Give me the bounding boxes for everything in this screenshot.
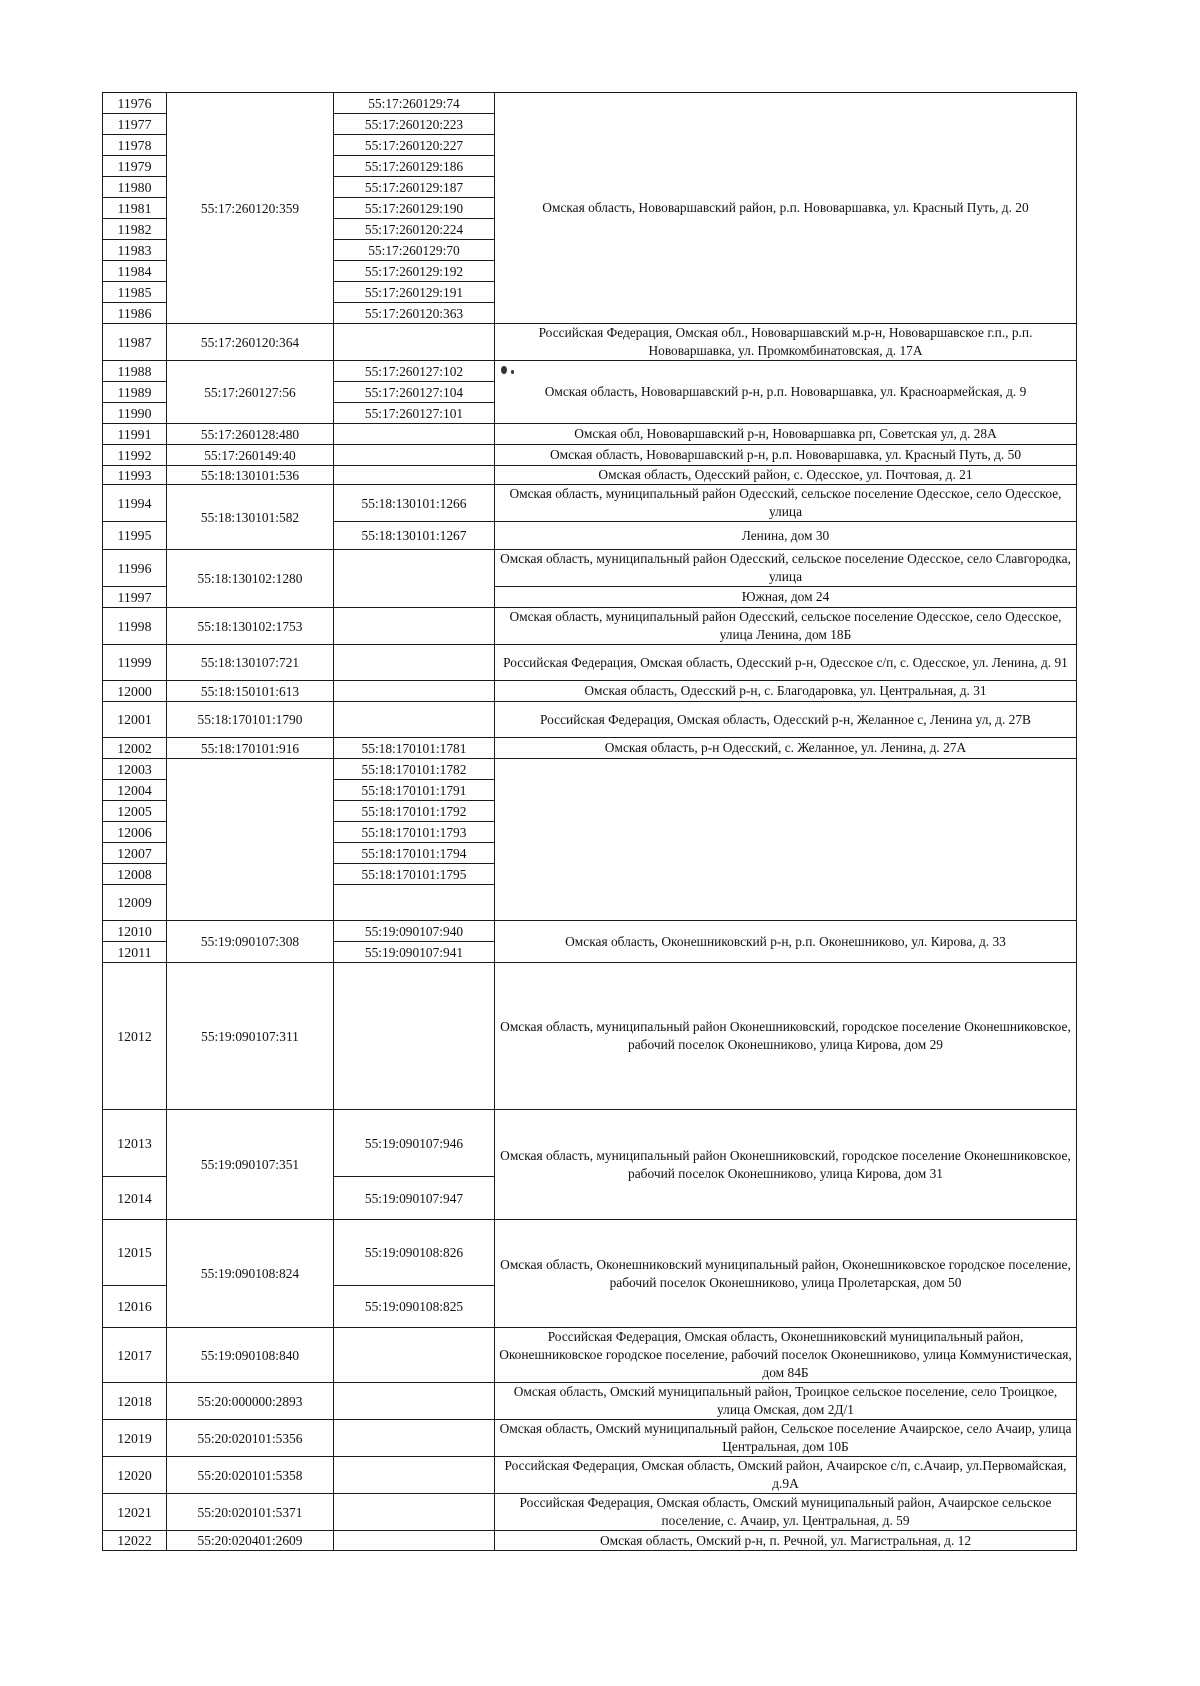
row-number-cell: 11996 bbox=[103, 550, 167, 587]
table-row bbox=[103, 1383, 1077, 1420]
table-row bbox=[103, 1420, 1077, 1457]
object-cadastral-number-cell bbox=[334, 324, 495, 361]
row-number-cell: 12021 bbox=[103, 1494, 167, 1531]
row-number-cell: 11977 bbox=[103, 114, 167, 135]
object-cadastral-number-cell: 55:17:260129:186 bbox=[334, 156, 495, 177]
table-row bbox=[103, 645, 1077, 681]
address-cell: Омская область, р-н Одесский, с. Желанное, ул. Ленина, д. 27А bbox=[495, 738, 1077, 759]
table-row bbox=[103, 963, 1077, 1110]
object-cadastral-number-cell: 55:17:260129:190 bbox=[334, 198, 495, 219]
row-number-cell: 11987 bbox=[103, 324, 167, 361]
address-cell: Омская область, муниципальный район Одесский, сельское поселение Одесское, село Одесское, улица Ленина, дом 18Б bbox=[495, 608, 1077, 645]
cadastral-number-cell: 55:19:090108:824 bbox=[167, 1220, 334, 1328]
table-row bbox=[103, 485, 1077, 522]
object-cadastral-number-cell bbox=[334, 1420, 495, 1457]
object-cadastral-number-cell: 55:18:170101:1794 bbox=[334, 843, 495, 864]
row-number-cell: 11990 bbox=[103, 403, 167, 424]
object-cadastral-number-cell bbox=[334, 424, 495, 445]
cadastral-number-cell: 55:17:260120:364 bbox=[167, 324, 334, 361]
object-cadastral-number-cell: 55:19:090107:947 bbox=[334, 1177, 495, 1220]
object-cadastral-number-cell: 55:17:260120:224 bbox=[334, 219, 495, 240]
row-number-cell: 11986 bbox=[103, 303, 167, 324]
row-number-cell: 12008 bbox=[103, 864, 167, 885]
table-row bbox=[103, 1220, 1077, 1286]
address-cell: Российская Федерация, Омская область, Одесский р-н, Одесское с/п, с. Одесское, ул. Ленина, д. 91 bbox=[495, 645, 1077, 681]
cadastral-number-cell bbox=[167, 759, 334, 921]
object-cadastral-number-cell bbox=[334, 1457, 495, 1494]
row-number-cell: 11993 bbox=[103, 466, 167, 485]
address-cell: Омская область, Омский муниципальный район, Троицкое сельское поселение, село Троицкое, улица Омская, дом 2Д/1 bbox=[495, 1383, 1077, 1420]
cadastral-number-cell: 55:20:020101:5356 bbox=[167, 1420, 334, 1457]
address-cell: Российская Федерация, Омская область, Одесский р-н, Желанное с, Ленина ул, д. 27В bbox=[495, 702, 1077, 738]
object-cadastral-number-cell bbox=[334, 681, 495, 702]
table-row bbox=[103, 608, 1077, 645]
table-row bbox=[103, 93, 1077, 114]
object-cadastral-number-cell bbox=[334, 445, 495, 466]
row-number-cell: 12019 bbox=[103, 1420, 167, 1457]
address-cell: Омская область, Оконешниковский муниципальный район, Оконешниковское городское поселение, рабочий поселок Оконешниково, улица Пролетарская, дом 50 bbox=[495, 1220, 1077, 1328]
cadastral-number-cell: 55:18:170101:916 bbox=[167, 738, 334, 759]
row-number-cell: 12009 bbox=[103, 885, 167, 921]
address-cell: Омская область, Нововаршавский район, р.п. Нововаршавка, ул. Красный Путь, д. 20 bbox=[495, 93, 1077, 324]
object-cadastral-number-cell: 55:17:260129:74 bbox=[334, 93, 495, 114]
row-number-cell: 12004 bbox=[103, 780, 167, 801]
table-row bbox=[103, 550, 1077, 587]
row-number-cell: 11989 bbox=[103, 382, 167, 403]
object-cadastral-number-cell: 55:17:260120:363 bbox=[334, 303, 495, 324]
object-cadastral-number-cell bbox=[334, 963, 495, 1110]
row-number-cell: 12001 bbox=[103, 702, 167, 738]
object-cadastral-number-cell bbox=[334, 702, 495, 738]
row-number-cell: 12000 bbox=[103, 681, 167, 702]
row-number-cell: 12016 bbox=[103, 1286, 167, 1328]
cadastral-number-cell: 55:20:000000:2893 bbox=[167, 1383, 334, 1420]
property-registry-table bbox=[102, 92, 1077, 1551]
row-number-cell: 11995 bbox=[103, 522, 167, 550]
object-cadastral-number-cell: 55:18:170101:1792 bbox=[334, 801, 495, 822]
row-number-cell: 11998 bbox=[103, 608, 167, 645]
scan-speck bbox=[511, 370, 514, 374]
object-cadastral-number-cell: 55:17:260127:102 bbox=[334, 361, 495, 382]
row-number-cell: 11983 bbox=[103, 240, 167, 261]
row-number-cell: 11988 bbox=[103, 361, 167, 382]
row-number-cell: 12015 bbox=[103, 1220, 167, 1286]
row-number-cell: 12005 bbox=[103, 801, 167, 822]
cadastral-number-cell: 55:18:130107:721 bbox=[167, 645, 334, 681]
object-cadastral-number-cell: 55:17:260120:223 bbox=[334, 114, 495, 135]
address-cell bbox=[495, 759, 1077, 921]
object-cadastral-number-cell: 55:17:260120:227 bbox=[334, 135, 495, 156]
row-number-cell: 11991 bbox=[103, 424, 167, 445]
row-number-cell: 11981 bbox=[103, 198, 167, 219]
object-cadastral-number-cell: 55:19:090108:826 bbox=[334, 1220, 495, 1286]
object-cadastral-number-cell: 55:18:170101:1782 bbox=[334, 759, 495, 780]
address-cell: Омская область, муниципальный район Одесский, сельское поселение Одесское, село Одесское, улица bbox=[495, 485, 1077, 522]
object-cadastral-number-cell: 55:19:090107:941 bbox=[334, 942, 495, 963]
address-cell: Омская область, муниципальный район Одесский, сельское поселение Одесское, село Славгородка, улица bbox=[495, 550, 1077, 587]
object-cadastral-number-cell bbox=[334, 550, 495, 608]
object-cadastral-number-cell: 55:17:260129:191 bbox=[334, 282, 495, 303]
cadastral-number-cell: 55:18:130102:1280 bbox=[167, 550, 334, 608]
object-cadastral-number-cell bbox=[334, 1494, 495, 1531]
object-cadastral-number-cell: 55:18:130101:1267 bbox=[334, 522, 495, 550]
cadastral-number-cell: 55:19:090108:840 bbox=[167, 1328, 334, 1383]
address-cell: Омская область, муниципальный район Оконешниковский, городское поселение Оконешниковское, рабочий поселок Оконешниково, улица Кирова, дом 29 bbox=[495, 963, 1077, 1110]
cadastral-number-cell: 55:18:130102:1753 bbox=[167, 608, 334, 645]
object-cadastral-number-cell: 55:17:260127:104 bbox=[334, 382, 495, 403]
object-cadastral-number-cell: 55:19:090107:940 bbox=[334, 921, 495, 942]
object-cadastral-number-cell: 55:17:260129:70 bbox=[334, 240, 495, 261]
row-number-cell: 11984 bbox=[103, 261, 167, 282]
table-row bbox=[103, 759, 1077, 780]
cadastral-number-cell: 55:17:260127:56 bbox=[167, 361, 334, 424]
table-row bbox=[103, 1110, 1077, 1177]
object-cadastral-number-cell bbox=[334, 466, 495, 485]
object-cadastral-number-cell: 55:18:170101:1781 bbox=[334, 738, 495, 759]
table-row bbox=[103, 738, 1077, 759]
row-number-cell: 12010 bbox=[103, 921, 167, 942]
row-number-cell: 11979 bbox=[103, 156, 167, 177]
table-row bbox=[103, 921, 1077, 942]
object-cadastral-number-cell bbox=[334, 1383, 495, 1420]
table-row bbox=[103, 466, 1077, 485]
row-number-cell: 12020 bbox=[103, 1457, 167, 1494]
row-number-cell: 12011 bbox=[103, 942, 167, 963]
object-cadastral-number-cell bbox=[334, 885, 495, 921]
table-row bbox=[103, 361, 1077, 382]
row-number-cell: 11982 bbox=[103, 219, 167, 240]
address-cell: Омская область, Нововаршавский р-н, р.п. Нововаршавка, ул. Красный Путь, д. 50 bbox=[495, 445, 1077, 466]
object-cadastral-number-cell: 55:19:090108:825 bbox=[334, 1286, 495, 1328]
cadastral-number-cell: 55:17:260128:480 bbox=[167, 424, 334, 445]
address-cell: Омская область, Оконешниковский р-н, р.п. Оконешниково, ул. Кирова, д. 33 bbox=[495, 921, 1077, 963]
object-cadastral-number-cell: 55:17:260129:192 bbox=[334, 261, 495, 282]
cadastral-number-cell: 55:19:090107:311 bbox=[167, 963, 334, 1110]
table-row bbox=[103, 424, 1077, 445]
cadastral-number-cell: 55:19:090107:308 bbox=[167, 921, 334, 963]
object-cadastral-number-cell bbox=[334, 1328, 495, 1383]
table-row bbox=[103, 702, 1077, 738]
row-number-cell: 12012 bbox=[103, 963, 167, 1110]
row-number-cell: 11985 bbox=[103, 282, 167, 303]
cadastral-number-cell: 55:18:150101:613 bbox=[167, 681, 334, 702]
cadastral-number-cell: 55:18:130101:536 bbox=[167, 466, 334, 485]
cadastral-number-cell: 55:18:170101:1790 bbox=[167, 702, 334, 738]
row-number-cell: 12003 bbox=[103, 759, 167, 780]
row-number-cell: 12014 bbox=[103, 1177, 167, 1220]
address-cell: Омская область, Омский муниципальный район, Сельское поселение Ачаирское, село Ачаир, улица Центральная, дом 10Б bbox=[495, 1420, 1077, 1457]
address-cell: Российская Федерация, Омская область, Оконешниковский муниципальный район, Оконешниковское городское поселение, рабочий поселок Оконешниково, улица Коммунистическая, дом 84Б bbox=[495, 1328, 1077, 1383]
address-cell: Омская область, Омский р-н, п. Речной, ул. Магистральная, д. 12 bbox=[495, 1531, 1077, 1551]
address-cell: Российская Федерация, Омская обл., Нововаршавский м.р-н, Нововаршавское г.п., р.п. Нововаршавка, ул. Промкомбинатовская, д. 17А bbox=[495, 324, 1077, 361]
row-number-cell: 12017 bbox=[103, 1328, 167, 1383]
object-cadastral-number-cell: 55:18:170101:1791 bbox=[334, 780, 495, 801]
object-cadastral-number-cell: 55:17:260129:187 bbox=[334, 177, 495, 198]
object-cadastral-number-cell: 55:18:170101:1795 bbox=[334, 864, 495, 885]
cadastral-number-cell: 55:20:020101:5358 bbox=[167, 1457, 334, 1494]
cadastral-number-cell: 55:17:260120:359 bbox=[167, 93, 334, 324]
scan-speck bbox=[501, 366, 507, 374]
row-number-cell: 12006 bbox=[103, 822, 167, 843]
row-number-cell: 11976 bbox=[103, 93, 167, 114]
object-cadastral-number-cell: 55:18:130101:1266 bbox=[334, 485, 495, 522]
row-number-cell: 11992 bbox=[103, 445, 167, 466]
table-row bbox=[103, 1457, 1077, 1494]
address-cell: Ленина, дом 30 bbox=[495, 522, 1077, 550]
cadastral-number-cell: 55:20:020101:5371 bbox=[167, 1494, 334, 1531]
cadastral-number-cell: 55:17:260149:40 bbox=[167, 445, 334, 466]
cadastral-number-cell: 55:18:130101:582 bbox=[167, 485, 334, 550]
row-number-cell: 12018 bbox=[103, 1383, 167, 1420]
address-cell: Омская область, Одесский район, с. Одесское, ул. Почтовая, д. 21 bbox=[495, 466, 1077, 485]
row-number-cell: 11999 bbox=[103, 645, 167, 681]
cadastral-number-cell: 55:19:090107:351 bbox=[167, 1110, 334, 1220]
table-row bbox=[103, 324, 1077, 361]
address-cell: Омская область, Нововаршавский р-н, р.п. Нововаршавка, ул. Красноармейская, д. 9 bbox=[495, 361, 1077, 424]
table-row bbox=[103, 681, 1077, 702]
row-number-cell: 12007 bbox=[103, 843, 167, 864]
address-cell: Южная, дом 24 bbox=[495, 587, 1077, 608]
object-cadastral-number-cell bbox=[334, 645, 495, 681]
address-cell: Российская Федерация, Омская область, Омский район, Ачаирское с/п, с.Ачаир, ул.Первомайская, д.9А bbox=[495, 1457, 1077, 1494]
row-number-cell: 11997 bbox=[103, 587, 167, 608]
table-row bbox=[103, 445, 1077, 466]
address-cell: Омская область, Одесский р-н, с. Благодаровка, ул. Центральная, д. 31 bbox=[495, 681, 1077, 702]
row-number-cell: 11994 bbox=[103, 485, 167, 522]
object-cadastral-number-cell bbox=[334, 1531, 495, 1551]
object-cadastral-number-cell bbox=[334, 608, 495, 645]
row-number-cell: 11978 bbox=[103, 135, 167, 156]
table-row bbox=[103, 1531, 1077, 1551]
address-cell: Омская область, муниципальный район Оконешниковский, городское поселение Оконешниковское, рабочий поселок Оконешниково, улица Кирова, дом 31 bbox=[495, 1110, 1077, 1220]
object-cadastral-number-cell: 55:17:260127:101 bbox=[334, 403, 495, 424]
row-number-cell: 12022 bbox=[103, 1531, 167, 1551]
cadastral-number-cell: 55:20:020401:2609 bbox=[167, 1531, 334, 1551]
table-row bbox=[103, 1494, 1077, 1531]
table-row bbox=[103, 1328, 1077, 1383]
row-number-cell: 12002 bbox=[103, 738, 167, 759]
address-cell: Омская обл, Нововаршавский р-н, Нововаршавка рп, Советская ул, д. 28А bbox=[495, 424, 1077, 445]
address-cell: Российская Федерация, Омская область, Омский муниципальный район, Ачаирское сельское поселение, с. Ачаир, ул. Центральная, д. 59 bbox=[495, 1494, 1077, 1531]
row-number-cell: 12013 bbox=[103, 1110, 167, 1177]
object-cadastral-number-cell: 55:19:090107:946 bbox=[334, 1110, 495, 1177]
row-number-cell: 11980 bbox=[103, 177, 167, 198]
object-cadastral-number-cell: 55:18:170101:1793 bbox=[334, 822, 495, 843]
